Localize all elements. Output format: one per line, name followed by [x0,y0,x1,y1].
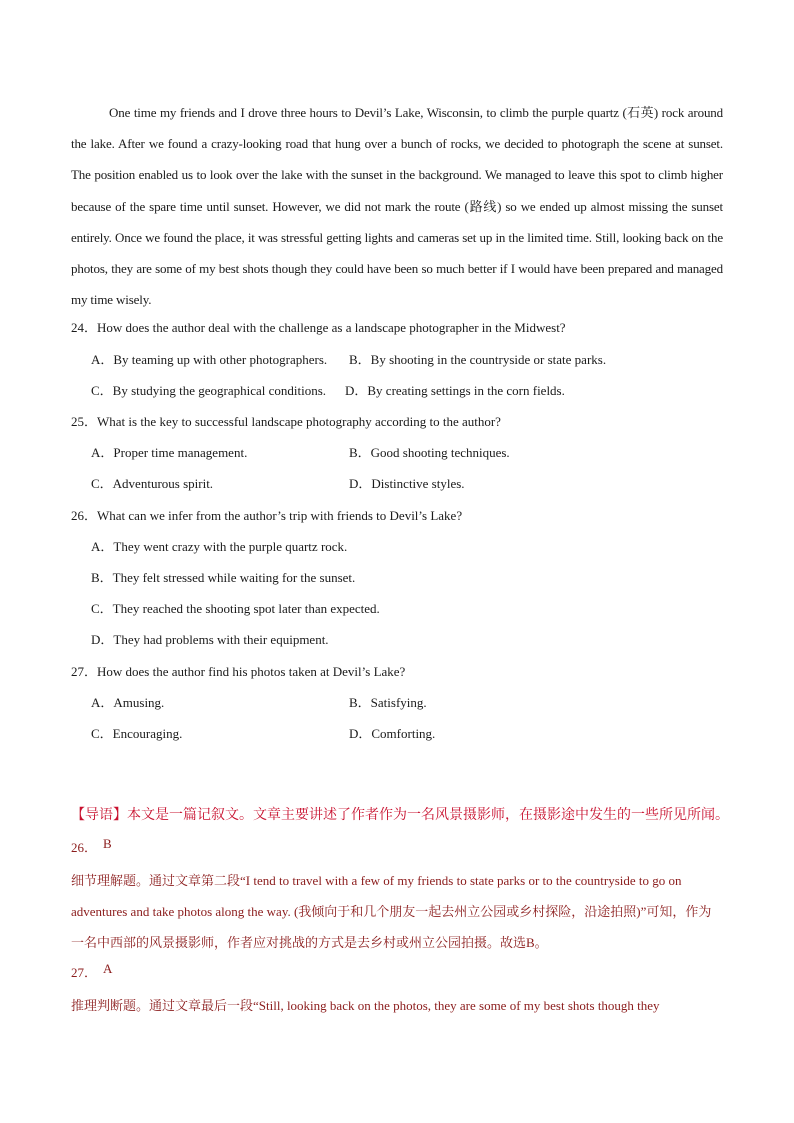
q26-option-b: B．They felt stressed while waiting for the sunset. [91,570,356,585]
q24-option-b: B．By shooting in the countryside or state parks. [349,352,607,367]
q25-option-b: B．Good shooting techniques. [349,445,510,460]
q24-option-c: C．By studying the geographical conditions. [91,383,327,398]
answer-27-label [71,963,112,983]
q25-option-d: D．Distinctive styles. [349,476,465,491]
answer-26-explanation: 细节理解题。通过文章第二段“I tend to travel with a few of my friends to state parks or to the countryside to go on adventures and take photos along the way. (我倾向于和几个朋友一起去州立公园或乡村探险，沿途拍照)”可知，作为一名中西部的风景摄影师，作者应对挑战的方式是去乡村或州立公园拍摄。故选B。 [71,873,712,950]
answer-26-label [71,838,112,858]
q25-option-a: A．Proper time management. [91,445,248,460]
intro-heading [71,806,729,826]
q27-option-b: B．Satisfying. [349,695,427,710]
q26-option-d: D．They had problems with their equipment. [91,632,329,647]
passage-paragraph: One time my friends and I drove three hours to Devil’s Lake, Wisconsin, to climb the purple quartz (石英) rock around the lake. After we found a crazy-looking road that hung over a bunch of rocks, we decided to photograph the scene at sunset. The position enabled us to look over the lake with the sunset in the background. We managed to leave this spot to climb higher because of the spare time until sunset. However, we did not mark the route (路线) so we ended up almost missing the sunset entirely. Once we found the place, it was stressful getting lights and cameras set up in the limited time. Still, looking back on the photos, they are some of my best shots though they could have been so much better if I would have been prepared and managed my time wisely. [71,105,723,308]
question-24: 24．How does the author deal with the challenge as a landscape photographer in the Midwest? [71,320,566,335]
answer-27-number: 27． [71,965,98,980]
q27-option-a: A．Amusing. [91,695,165,710]
question-26: 26．What can we infer from the author’s trip with friends to Devil’s Lake? [71,508,463,523]
question-27: 27．How does the author find his photos taken at Devil’s Lake? [71,664,406,679]
q25-option-c: C．Adventurous spirit. [91,476,214,491]
q26-option-c: C．They reached the shooting spot later than expected. [91,601,380,616]
q27-option-d: D．Comforting. [349,726,436,741]
q24-option-a: A．By teaming up with other photographers. [91,352,328,367]
question-25: 25．What is the key to successful landscape photography according to the author? [71,414,501,429]
q26-option-a: A．They went crazy with the purple quartz rock. [91,539,348,554]
q24-option-d: D．By creating settings in the corn fields. [345,383,565,398]
passage [71,97,723,315]
answer-27-choice: A [103,961,113,976]
intro-text: 本文是一篇记叙文。文章主要讲述了作者作为一名风景摄影师，在摄影途中发生的一些所见所闻。 [127,808,729,823]
intro-tag: 【导语】 [71,808,127,823]
answer-26-choice: B [103,836,112,851]
q27-option-c: C．Encouraging. [91,726,183,741]
answer-26-number: 26． [71,840,98,855]
answer-27-explanation: 推理判断题。通过文章最后一段“Still, looking back on the photos, they are some of my best shots though they [71,998,660,1013]
